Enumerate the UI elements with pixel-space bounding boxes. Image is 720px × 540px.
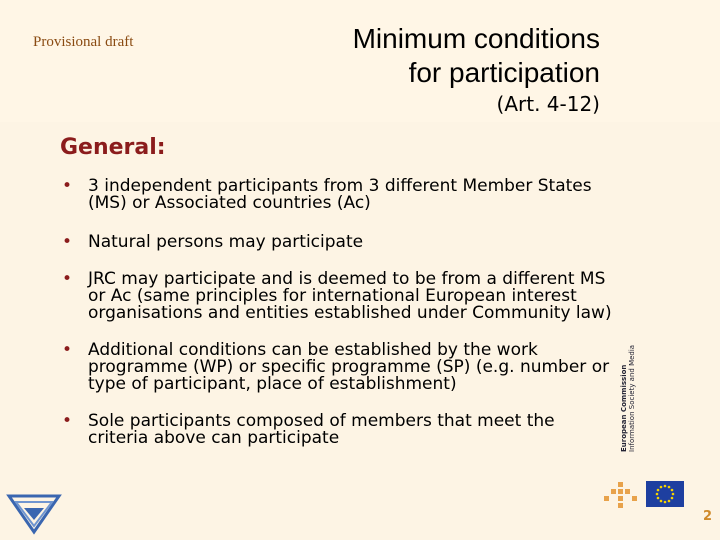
bullet-list bbox=[60, 178, 620, 467]
fp7-logo-icon bbox=[4, 492, 64, 538]
ec-name: European Commission bbox=[620, 364, 628, 452]
section-heading: General: bbox=[60, 135, 166, 160]
bullet-item: • Sole participants composed of members that meet the criteria above can participate bbox=[60, 413, 620, 447]
title-line-1: Minimum conditions bbox=[352, 23, 600, 54]
eu-flag-icon bbox=[646, 481, 684, 507]
title-line-2: for participation bbox=[408, 57, 600, 88]
bullet-item: • Additional conditions can be established by the work programme (WP) or specific programme (SP) (e.g. number or type of participant, place of establishment) bbox=[60, 342, 620, 393]
decorative-dots-icon bbox=[604, 482, 638, 512]
ec-vertical-text bbox=[620, 345, 636, 452]
slide-subtitle: (Art. 4-12) bbox=[496, 92, 600, 116]
bullet-item: • Natural persons may participate bbox=[60, 234, 620, 251]
bullet-item: • 3 independent participants from 3 different Member States (MS) or Associated countries (Ac) bbox=[60, 178, 620, 212]
bullet-item: • JRC may participate and is deemed to be from a different MS or Ac (same principles for international European interest organisations and entities established under Community law) bbox=[60, 271, 620, 322]
draft-label: Provisional draft bbox=[33, 34, 134, 50]
ec-dg: Information Society and Media bbox=[628, 344, 636, 452]
slide-title bbox=[353, 22, 600, 90]
page-number: 2 bbox=[703, 509, 713, 524]
